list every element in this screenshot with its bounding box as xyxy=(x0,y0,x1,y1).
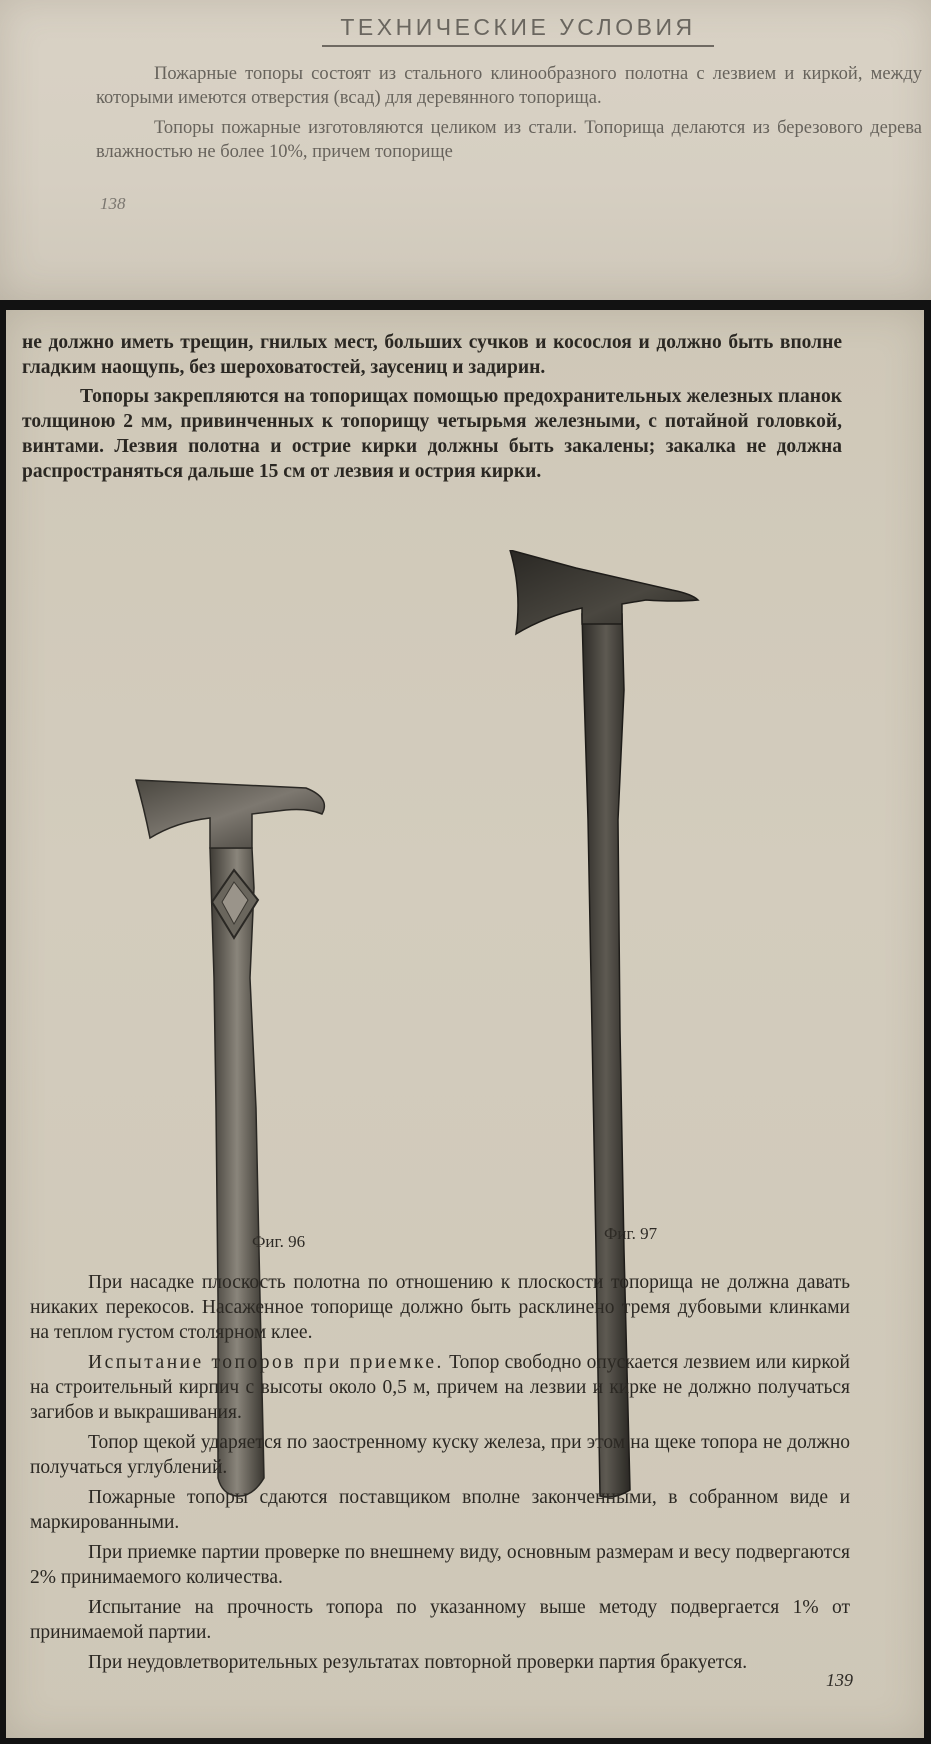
paragraph: Топоры закрепляются на топорищах помощью предохранительных железных планок толщиною 2 мм, привинченных к топорищу четырьмя железными, с потайной головкой, винтами. Лезвия полотна и острие кирки должны быть закалены; закалка не должна распространяться дальше 15 см от лезвия и острия кирки. xyxy=(22,386,842,482)
top-text-block xyxy=(96,62,922,164)
paragraph: При неудовлетворительных результатах повторной проверки партия бракуется. xyxy=(88,1652,748,1673)
upper-text-block xyxy=(22,330,842,484)
section-header: ТЕХНИЧЕСКИЕ УСЛОВИЯ xyxy=(322,14,714,47)
paragraph: не должно иметь трещин, гнилых мест, больших сучков и косослоя и должно быть вполне гладким наощупь, без шероховатостей, заусениц и задирин. xyxy=(22,332,842,378)
lower-text-block xyxy=(30,1270,850,1680)
page-number: 138 xyxy=(100,194,126,213)
paragraph: Пожарные топоры состоят из стального клинообразного полотна с лезвием и киркой, между которыми имеются отверстия (всад) для деревянного топорища. xyxy=(96,64,922,108)
paragraph: Испытание топоров при приемке. Топор свободно опускается лезвием или киркой на строительный кирпич с высоты около 0,5 м, причем на лезвии и кирке не должно получаться загибов и выкрашивания. xyxy=(30,1352,850,1423)
paragraph: Топоры пожарные изготовляются целиком из стали. Топорища делаются из березового дерева влажностью не более 10%, причем топорище xyxy=(96,118,922,162)
page-139 xyxy=(6,310,924,1738)
page-138-fragment xyxy=(0,0,931,300)
paragraph: Топор щекой ударяется по заостренному куску железа, при этом на щеке топора не должно получаться углублений. xyxy=(30,1432,850,1478)
paragraph: Пожарные топоры сдаются поставщиком вполне законченными, в собранном виде и маркированными. xyxy=(30,1487,850,1533)
figure-96-caption: Фиг. 96 xyxy=(252,1232,306,1251)
figure-97-caption: Фиг. 97 xyxy=(604,1224,658,1243)
paragraph: При насадке плоскость полотна по отношению к плоскости топорища не должна давать никаких перекосов. Насаженное топорище должно быть расклинено тремя дубовыми клинками на теплом густом столярном клее. xyxy=(30,1272,850,1343)
paragraph: Испытание на прочность топора по указанному выше методу подвергается 1% от принимаемой партии. xyxy=(30,1597,850,1643)
subsection-lead: Испытание топоров при приемке. xyxy=(88,1352,444,1373)
paragraph: При приемке партии проверке по внешнему виду, основным размерам и весу подвергаются 2% принимаемого количества. xyxy=(30,1542,850,1588)
page-number: 139 xyxy=(826,1670,853,1690)
